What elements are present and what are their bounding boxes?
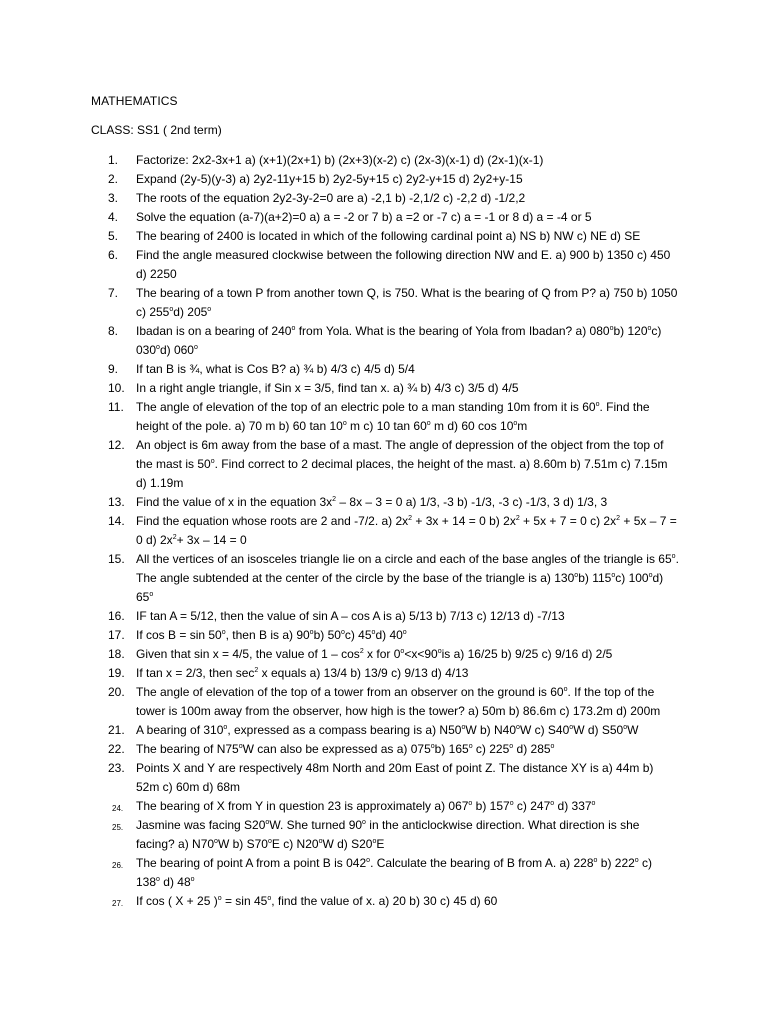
question-item [0,664,679,683]
question-number: 16. [108,609,125,623]
question-number: 22. [108,742,125,756]
question-text: Find the value of x in the equation $3x^2 - 8x - 3 = 0$ a) 1/3, -3 b) -1/3, -3 c) -1/3, 3 d) 1/3, 3 [136,495,608,509]
question-number: 27. [112,899,124,908]
question-number: 10. [108,381,125,395]
question-number: 17. [108,628,125,642]
question-text: The bearing of a town P from another town Q, is 750. What is the bearing of Q from P? a) 750 b) 1050 c) 255$^o$d) 205$^o$ [136,286,678,319]
question-number: 3. [108,191,119,205]
question-item [0,227,679,246]
question-text: The bearing of point A from a point B is 042$^o$. Calculate the bearing of B from A. a) 228$^o$ b) 222$^o$ c) 138$^o$ d) 48$^o$ [136,856,653,889]
question-text: Find the angle measured clockwise between the following direction NW and E. a) 900 b) 1350 c) 450 d) 2250 [136,248,671,281]
question-text: IF tan A = 5/12, then the value of sin A – cos A is a) 5/13 b) 7/13 c) 12/13 d) -7/13 [136,609,565,623]
question-number: 8. [108,324,119,338]
question-text: If cos ( X + 25 )$^o$ = sin 45$^o$, find the value of x. a) 20 b) 30 c) 45 d) 60 [136,894,498,908]
question-item [0,626,679,645]
question-number: 4. [108,210,119,224]
question-text: In a right angle triangle, if Sin x = 3/5, find tan x. a) ¾ b) 4/3 c) 3/5 d) 4/5 [136,381,519,395]
question-text: Given that sin x = 4/5, the value of $1 - \cos^2 x$ for $0^o<x<90^ois$ a) 16/25 b) 9/25 c) 9/16 d) 2/5 [136,647,613,661]
question-item [0,816,679,854]
question-item [0,436,679,493]
question-item [0,208,679,227]
question-text: Solve the equation (a-7)(a+2)=0 a) a = -2 or 7 b) a =2 or -7 c) a = -1 or 8 d) a = -4 or 5 [136,210,592,224]
question-text: The roots of the equation 2y2-3y-2=0 are a) -2,1 b) -2,1/2 c) -2,2 d) -1/2,2 [136,191,526,205]
subject-title: MATHEMATICS [91,94,178,108]
question-item [0,740,679,759]
question-item [0,892,679,911]
question-number: 23. [108,761,125,775]
question-number: 25. [112,823,124,832]
question-number: 14. [108,514,125,528]
question-number: 20. [108,685,125,699]
question-text: If cos B = sin 50$^o$, then B is a) 90$^o$b) 50$^o$c) 45$^o$d) 40$^o$ [136,628,407,642]
question-item [0,170,679,189]
question-item [0,360,679,379]
question-text: The bearing of 2400 is located in which of the following cardinal point a) NS b) NW c) NE d) SE [136,229,641,243]
question-text: The angle of elevation of the top of a tower from an observer on the ground is 60$^o$. If the top of the tower is 100m away from the observer, how high is the tower? a) 50m b) 86.6m c) 173.2m d) 200m [136,685,661,718]
question-number: 7. [108,286,119,300]
question-item [0,189,679,208]
question-number: 21. [108,723,125,737]
question-number: 2. [108,172,119,186]
question-item [0,379,679,398]
question-item [0,607,679,626]
question-item [0,683,679,721]
question-text: Ibadan is on a bearing of 240$^o$ from Yola. What is the bearing of Yola from Ibadan? a) 080$^o$b) 120$^o$c) 030$^o$d) 060$^o$ [136,324,662,357]
question-number: 13. [108,495,125,509]
question-number: 26. [112,861,124,870]
question-item [0,493,679,512]
question-number: 1. [108,153,119,167]
question-item [0,322,679,360]
question-item [0,512,679,550]
question-item [0,759,679,797]
question-item [0,246,679,284]
question-text: Factorize: 2x2-3x+1 a) (x+1)(2x+1) b) (2x+3)(x-2) c) (2x-3)(x-1) d) (2x-1)(x-1) [136,153,544,167]
question-text: If tan x = 2/3, then $\sec^2 x$ equals a) 13/4 b) 13/9 c) 9/13 d) 4/13 [136,666,469,680]
question-text: The bearing of X from Y in question 23 is approximately a) 067$^o$ b) 157$^o$ c) 247$^o$ d) 337$^o$ [136,799,596,813]
question-item [0,721,679,740]
question-number: 12. [108,438,125,452]
question-item [0,398,679,436]
question-item [0,284,679,322]
question-text: Jasmine was facing S20$^o$W. She turned 90$^o$ in the anticlockwise direction. What direction is she facing? a) N70$^o$W b) S70$^o$E c) N20$^o$W d) S20$^o$E [136,818,640,851]
question-number: 24. [112,804,124,813]
question-text: Find the equation whose roots are 2 and -7/2. a) $2x^2 + 3x + 14 = 0$ b) $2x^2 + 5x + 7 = 0$ c) $2x^2 + 5x - 7 = 0$ d) $2x^2+ 3x - 14 = 0$ [136,514,677,547]
question-text: All the vertices of an isosceles triangle lie on a circle and each of the base angles of the triangle is 65$^o$. The angle subtended at the center of the circle by the base of the triangle is a) 130$^o$b) 115$^o$c) 100$^o$d) 65$^o$ [136,552,679,604]
question-number: 6. [108,248,119,262]
question-number: 18. [108,647,125,661]
question-text: Expand (2y-5)(y-3) a) 2y2-11y+15 b) 2y2-5y+15 c) 2y2-y+15 d) 2y2+y-15 [136,172,523,186]
question-list [0,151,768,911]
question-item [0,151,679,170]
question-number: 9. [108,362,119,376]
question-text: An object is 6m away from the base of a mast. The angle of depression of the object from the top of the mast is 50$^o$. Find correct to 2 decimal places, the height of the mast. a) 8.60m b) 7.51m c) 7.15m d) 1.19m [136,438,668,490]
question-text: If tan B is ¾, what is Cos B? a) ¾ b) 4/3 c) 4/5 d) 5/4 [136,362,415,376]
question-text: A bearing of 310$^o$, expressed as a compass bearing is a) N50$^o$W b) N40$^o$W c) S40$^o$W d) S50$^o$W [136,723,639,737]
question-number: 19. [108,666,125,680]
question-item [0,854,679,892]
class-line: CLASS: SS1 ( 2nd term) [91,123,222,137]
question-number: 15. [108,552,125,566]
question-number: 11. [108,400,124,414]
question-number: 5. [108,229,119,243]
question-text: The bearing of N75$^o$W can also be expressed as a) 075$^o$b) 165$^o$ c) 225$^o$ d) 285$^o$ [136,742,555,756]
question-item [0,550,679,607]
question-item [0,797,679,816]
question-item [0,645,679,664]
question-text: Points X and Y are respectively 48m North and 20m East of point Z. The distance XY is a) 44m b) 52m c) 60m d) 68m [136,761,654,794]
question-text: The angle of elevation of the top of an electric pole to a man standing 10m from it is 60$^o$. Find the height of the pole. a) 70 m b) 60 tan 10$^o$ m c) 10 tan 60$^o$ m d) 60 cos 10$^o$m [136,400,650,433]
